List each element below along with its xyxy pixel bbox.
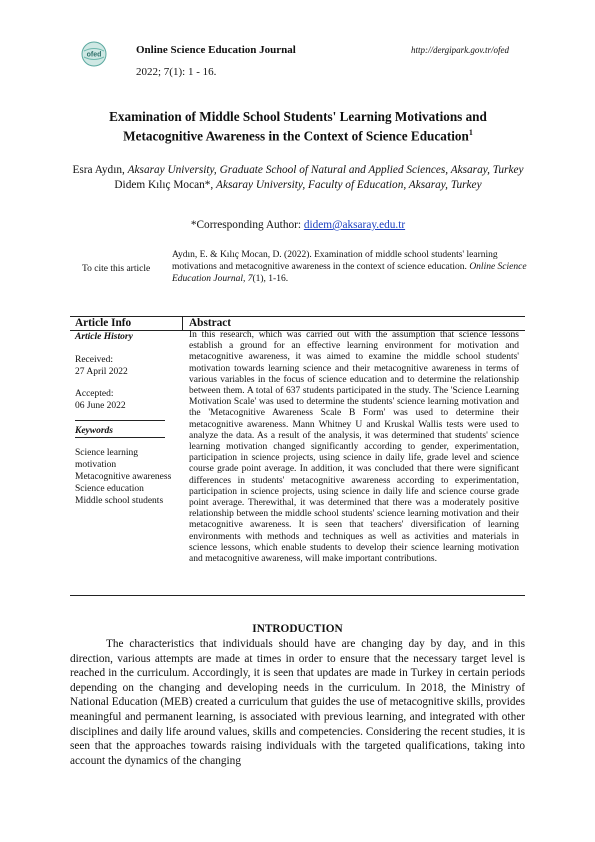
- corresponding-author: [60, 219, 536, 231]
- citation-body: Aydın, E. & Kılıç Mocan, D. (2022). Examination of middle school students' learning motivations and metacognitive awareness in the context of science education.: [172, 250, 498, 273]
- title-text: Examination of Middle School Students' Learning Motivations and Metacognitive Awareness in the Context of Science Education: [109, 109, 487, 144]
- journal-url[interactable]: http://dergipark.gov.tr/ofed: [411, 45, 509, 55]
- table-top-rule: [70, 316, 525, 317]
- keyword-item: Metacognitive awareness: [75, 472, 172, 482]
- history-rule: [75, 420, 165, 421]
- introduction-paragraph: The characteristics that individuals should have are changing day by day, and in this direction, various attempts are made at times in order to ensure that the necessary target level is reached in the curriculum. Accordingly, it is seen that updates are made in Turkey in certain periods depending on the changing and developing needs in the curriculum. In 2018, the Ministry of National Education (MEB) created a curriculum that guides the use of metacognitive skills, provides meaningful and permanent learning, is associated with previous learning, and integrated with other disciplines and daily life around values, skills and competencies. Considering the recent studies, it is seen that the approaches towards raising individuals with the targeted qualifications, taking into account the dynamics of the changing: [70, 638, 525, 767]
- keyword-item: Science learning motivation: [75, 448, 139, 470]
- received-label: Received:: [75, 355, 113, 365]
- keyword-item: Science education: [75, 484, 144, 494]
- introduction-heading: INTRODUCTION: [252, 623, 343, 635]
- citation-pages: (1), 1-16.: [252, 274, 289, 285]
- author-2-affiliation: Aksaray University, Faculty of Education, Aksaray, Turkey: [216, 178, 482, 191]
- logo-text: ofed: [86, 51, 102, 59]
- table-bottom-rule: [70, 595, 525, 596]
- accepted-block: [75, 388, 126, 412]
- keywords-rule: [75, 437, 165, 438]
- article-title: [70, 109, 526, 144]
- keywords-label: Keywords: [75, 426, 113, 436]
- journal-logo: [80, 40, 108, 68]
- author-1: [60, 163, 536, 178]
- keyword-item: Middle school students: [75, 496, 164, 506]
- author-2-name: Didem Kılıç Mocan*,: [114, 178, 217, 191]
- citation-journal: Online Science Education Journal, 7: [172, 262, 527, 285]
- keywords-list: [75, 447, 175, 507]
- received-date: 27 April 2022: [75, 367, 128, 377]
- table-column-divider: [182, 316, 183, 330]
- corresponding-label: *Corresponding Author:: [190, 219, 304, 231]
- accepted-label: Accepted:: [75, 389, 114, 399]
- corresponding-email-link[interactable]: didem@aksaray.edu.tr: [303, 219, 406, 231]
- author-1-affiliation: Aksaray University, Graduate School of Natural and Applied Sciences, Aksaray, Turkey: [127, 164, 524, 176]
- issue-info: 2022; 7(1): 1 - 16.: [136, 66, 217, 78]
- article-info-heading: Article Info: [75, 317, 132, 329]
- title-footnote-marker[interactable]: 1: [468, 128, 473, 137]
- citation-text: [172, 249, 532, 286]
- abstract-heading: Abstract: [189, 317, 232, 329]
- abstract-text: In this research, which was carried out with the assumption that science lessons establish a ground for an effective learning environment for motivation and metacognitive awareness, it was aimed to examine the middle school students' motivation towards learning science and their metacognitive awareness in terms of various variables in the focus of science education and to determine the relationship between them. A total of 637 students participated in the study. The 'Science Learning Motivation Scale' was used to determine the students' science learning motivation and the 'Metacognitive Awareness Scale B Form' was used to determine their metacognitive awareness. Mann Whitney U and Kruskal Wallis tests were used to analyze the data. As a result of the analysis, it was determined that students' science learning motivation changed significantly according to gender, experimentation, participation in science projects, using science in daily life, grade level and science course grade point average. In addition, it was concluded that there were significant differences in students' metacognitive awareness according to experimentation, participation in science projects, using science in daily life and science course grade point average. Therewithal, it was determined that there was a moderately positive relationship between the middle school students' science learning motivation and their metacognitive awareness. It is seen that teachers' diversification of learning environments with methods and techniques as well as activities and materials in science lessons, which enable students to develop their science learning motivation and metacognitive awareness, will make important contributions.: [189, 330, 519, 565]
- author-2: [60, 178, 536, 193]
- cite-label: To cite this article: [82, 264, 151, 274]
- article-history-label: Article History: [75, 332, 133, 342]
- author-block: [60, 163, 536, 192]
- received-block: [75, 354, 128, 378]
- journal-name: Online Science Education Journal: [136, 44, 296, 56]
- accepted-date: 06 June 2022: [75, 401, 126, 411]
- author-1-name: Esra Aydın,: [72, 164, 128, 176]
